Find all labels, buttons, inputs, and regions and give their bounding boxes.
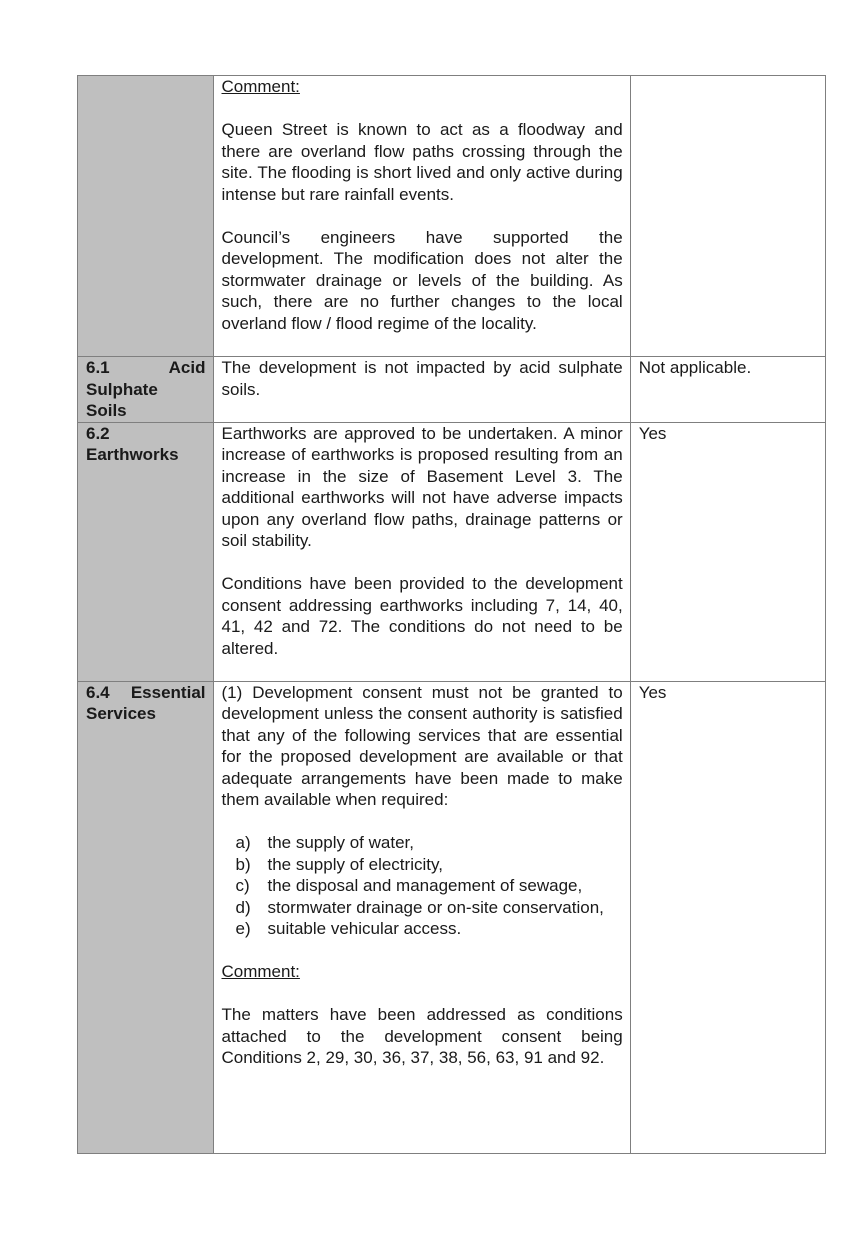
- clause-number: 6.1: [86, 358, 110, 377]
- comment-heading: Comment:: [221, 77, 300, 96]
- table-row: [78, 76, 826, 357]
- assessment-cell: [213, 357, 630, 423]
- compliance-cell: Not applicable.: [630, 357, 825, 423]
- clause-title-part: Essential: [130, 682, 206, 702]
- assessment-cell: [213, 681, 630, 1153]
- table-row: [78, 357, 826, 423]
- clause-cell: [78, 681, 214, 1153]
- paragraph: The development is not impacted by acid sulphate soils.: [221, 358, 623, 399]
- compliance-cell: [630, 76, 825, 357]
- compliance-cell: Yes: [630, 681, 825, 1153]
- list-item: c) the disposal and management of sewage,: [235, 876, 583, 895]
- clause-cell: [78, 422, 214, 681]
- clause-title: Services: [86, 704, 156, 723]
- paragraph: Queen Street is known to act as a floodway and there are overland flow paths crossing through the site. The flooding is short lived and only active during intense but rare rainfall events.: [221, 120, 623, 204]
- clause-title: Sulphate Soils: [86, 379, 158, 420]
- table-row: [78, 681, 826, 1153]
- paragraph: Council’s engineers have supported the development. The modification does not alter the stormwater drainage or levels of the building. As such, there are no further changes to the local overland flow / flood regime of the locality.: [221, 227, 623, 333]
- paragraph: Conditions have been provided to the development consent addressing earthworks including 7, 14, 40, 41, 42 and 72. The conditions do not need to be altered.: [221, 574, 623, 658]
- list-item: e) suitable vehicular access.: [235, 919, 462, 938]
- paragraph: The matters have been addressed as conditions attached to the development consent being Conditions 2, 29, 30, 36, 37, 38, 56, 63, 91 and 92.: [221, 1005, 623, 1067]
- clause-title-part: Acid: [168, 358, 206, 377]
- list-item: a) the supply of water,: [235, 833, 414, 852]
- services-list: [222, 832, 623, 940]
- paragraph: (1) Development consent must not be granted to development unless the consent authority is satisfied that any of the following services that are essential for the proposed development are available or that adequate arrangements have been made to make them available when required:: [221, 682, 623, 809]
- assessment-cell: [213, 422, 630, 681]
- clause-cell: [78, 76, 214, 357]
- list-item: d) stormwater drainage or on-site conservation,: [235, 897, 604, 917]
- clause-number: 6.2: [86, 423, 110, 443]
- clause-number: 6.4: [86, 682, 110, 702]
- clause-title: Earthworks: [86, 445, 179, 464]
- table-row: [78, 422, 826, 681]
- paragraph: Earthworks are approved to be undertaken. A minor increase of earthworks is proposed resulting from an increase in the size of Basement Level 3. The additional earthworks will not have adverse impacts upon any overland flow paths, drainage patterns or soil stability.: [221, 423, 623, 550]
- clause-cell: [78, 357, 214, 423]
- list-item: b) the supply of electricity,: [235, 854, 443, 874]
- assessment-cell: [213, 76, 630, 357]
- compliance-cell: Yes: [630, 422, 825, 681]
- comment-heading: Comment:: [221, 962, 300, 981]
- assessment-table: [77, 75, 826, 1154]
